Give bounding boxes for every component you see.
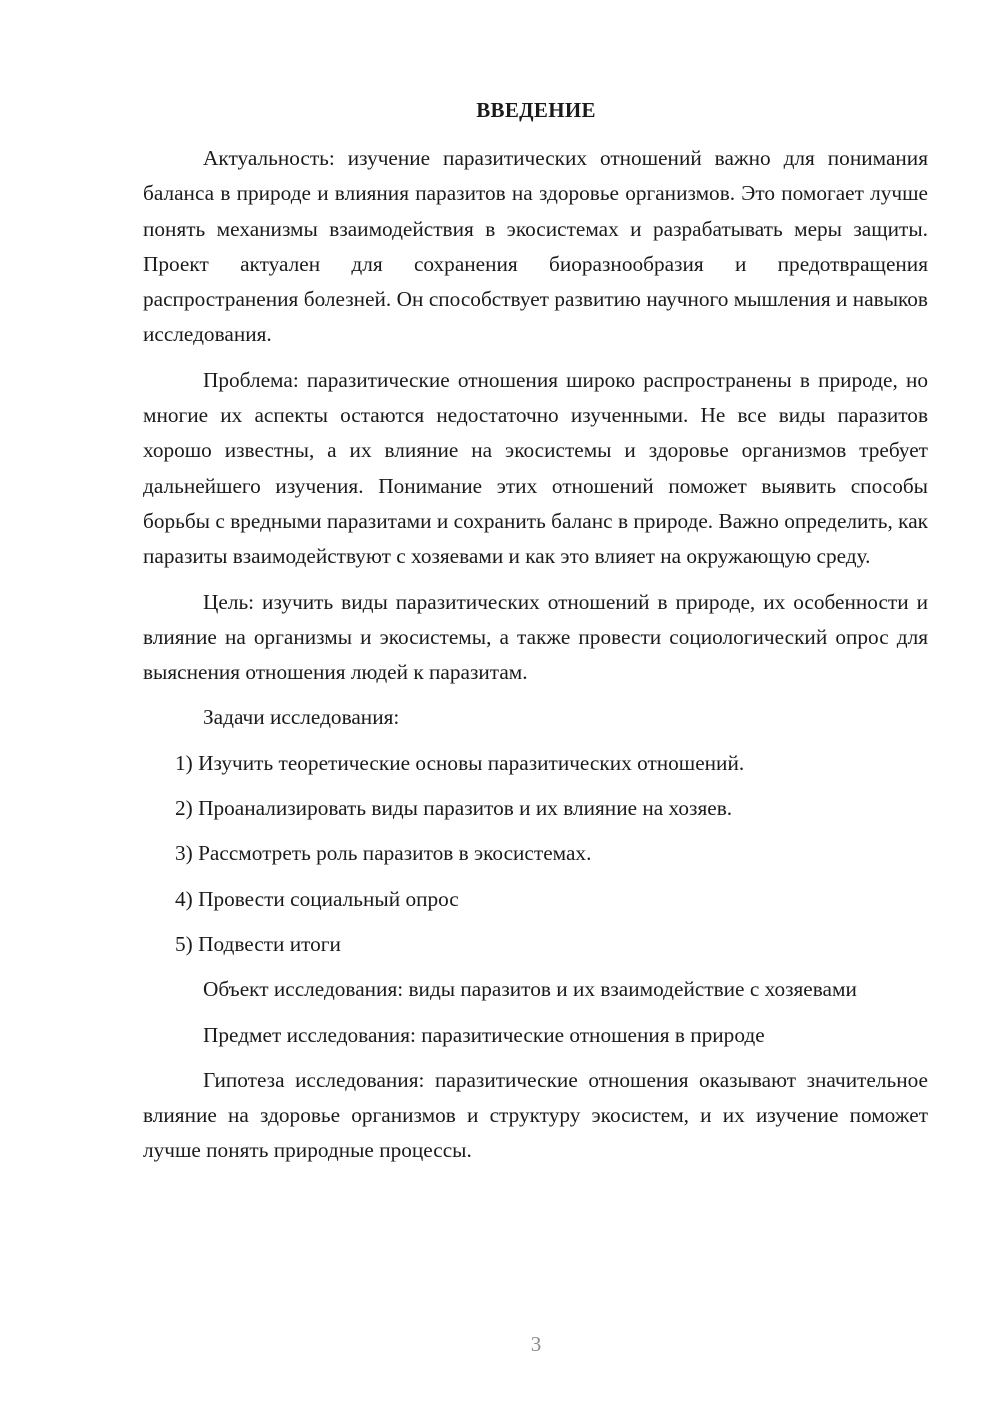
problem-paragraph: Проблема: паразитические отношения широко распространены в природе, но многие их аспекты остаются недостаточно изученными. Не все виды паразитов хорошо известны, а их влияние на экосистемы и здоровье организмов требует дальнейшего изучения. Понимание этих отношений поможет выявить способы борьбы с вредными паразитами и сохранить баланс в природе. Важно определить, как паразиты взаимодействуют с хозяевами и как это влияет на окружающую среду. bbox=[143, 367, 928, 569]
task-item-5: 5) Подвести итоги bbox=[175, 931, 341, 956]
subject-paragraph: Предмет исследования: паразитические отношения в природе bbox=[203, 1022, 765, 1047]
tasks-list bbox=[143, 746, 928, 962]
hypothesis-paragraph: Гипотеза исследования: паразитические отношения оказывают значительное влияние на здоровье организмов и структуру экосистем, и их изучение поможет лучше понять природные процессы. bbox=[143, 1067, 928, 1163]
relevance-paragraph: Актуальность: изучение паразитических отношений важно для понимания баланса в природе и влияния паразитов на здоровье организмов. Это помогает лучше понять механизмы взаимодействия в экосистемах и разрабатывать меры защиты. Проект актуален для сохранения биоразнообразия и предотвращения распространения болезней. Он способствует развитию научного мышления и навыков исследования. bbox=[143, 146, 928, 347]
object-paragraph: Объект исследования: виды паразитов и их взаимодействие с хозяевами bbox=[203, 977, 857, 1002]
goal-paragraph: Цель: изучить виды паразитических отношений в природе, их особенности и влияние на организмы и экосистемы, а также провести социологический опрос для выяснения отношения людей к паразитам. bbox=[143, 589, 928, 685]
body-text bbox=[143, 141, 928, 1179]
task-item-4: 4) Провести социальный опрос bbox=[175, 886, 459, 911]
tasks-heading: Задачи исследования: bbox=[203, 705, 400, 730]
task-item-1: 1) Изучить теоретические основы паразитических отношений. bbox=[175, 750, 745, 775]
task-item-2: 2) Проанализировать виды паразитов и их влияние на хозяев. bbox=[175, 796, 733, 821]
task-item-3: 3) Рассмотреть роль паразитов в экосистемах. bbox=[175, 841, 592, 866]
page-number: 3 bbox=[530, 1332, 542, 1356]
section-heading: ВВЕДЕНИЕ bbox=[476, 98, 596, 122]
